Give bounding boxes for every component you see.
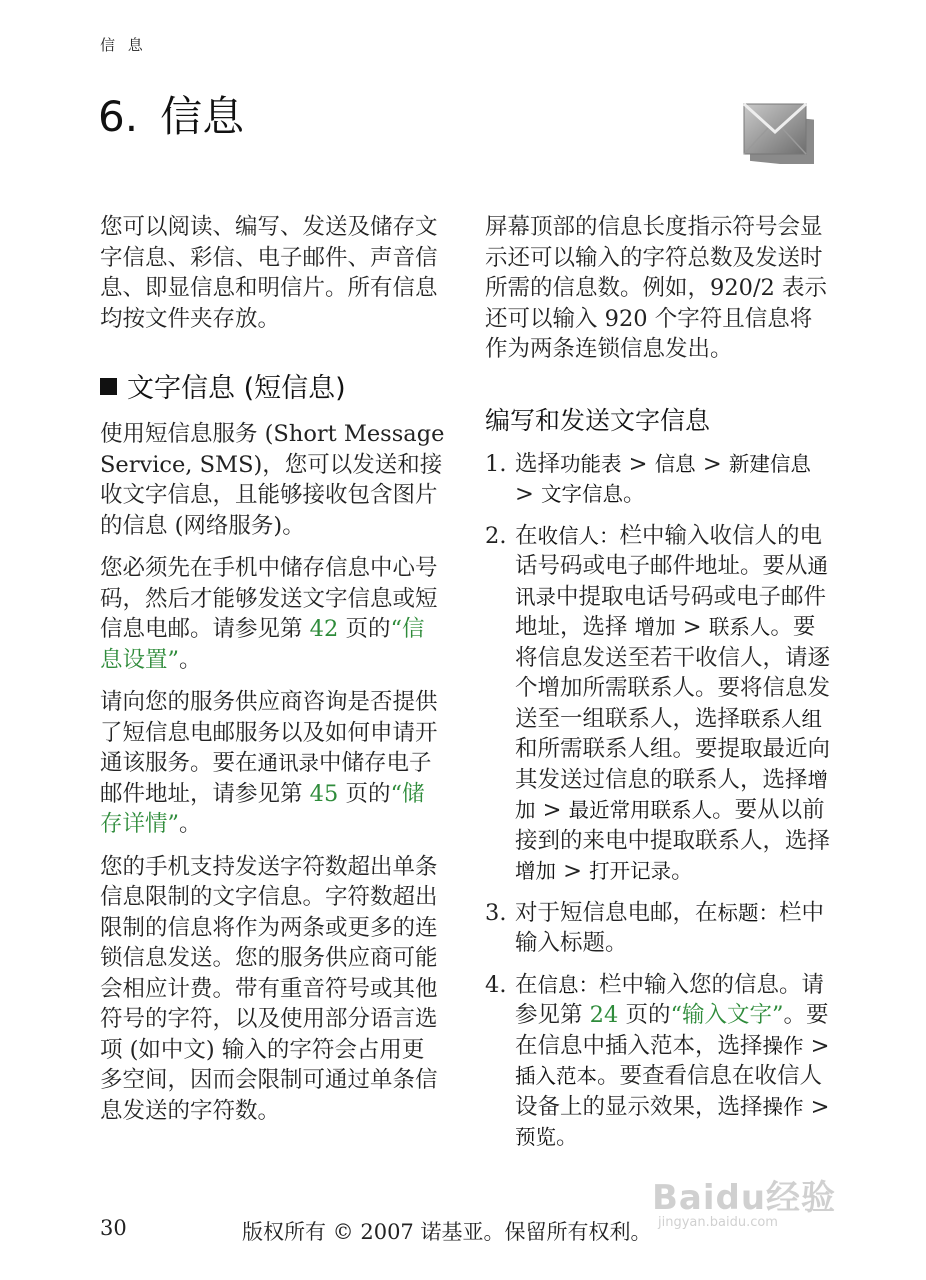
term-text-message: 文字信息: [541, 482, 624, 506]
term-add: 增加: [515, 767, 829, 822]
text-run: 中储存电子邮件地址，请参见第: [100, 750, 432, 807]
text-run: 栏中输入收信人的电话号码或电子邮件地址。要从: [515, 522, 823, 579]
concatenated-message-paragraph: 您的手机支持发送字符数超出单条信息限制的文字信息。字符数超出限制的信息将作为两条或更多的连锁信息发送。您的服务供应商可能会相应计费。带有重音符号或其他符号的字符，以及使用部分语言选项 (如中文) 输入的字符会占用更多空间，因而会限制可通过单条信息发送的字符数。: [100, 853, 438, 1124]
right-column: [485, 212, 830, 1164]
section-title-text: 文字信息 (短信息): [127, 373, 346, 404]
text-run: >: [515, 481, 542, 507]
term-insert-template: 插入范本: [515, 1064, 597, 1088]
term-new-message: 新建信息: [728, 451, 811, 476]
step-number: 3.: [485, 899, 507, 926]
list-item: [485, 970, 830, 1153]
email-service-paragraph: [100, 687, 446, 840]
page-link[interactable]: 24: [589, 1002, 619, 1028]
term-messages: 信息: [654, 451, 696, 476]
page-link[interactable]: 42: [309, 616, 339, 642]
term-contact-group: 联系人组: [740, 706, 823, 731]
term-contacts: 通讯录: [515, 554, 829, 609]
list-item: [485, 898, 830, 959]
term-add: 增加: [634, 615, 676, 639]
step-number: 4.: [485, 971, 507, 998]
text-run: 您必须先在手机中储存信息中心号码，然后才能够发送文字信息或短信息电邮。请参见第: [100, 555, 438, 642]
term-contact: 联系人: [708, 615, 771, 639]
subsection-title: 编写和发送文字信息: [485, 405, 711, 435]
text-run: 。: [556, 1124, 579, 1150]
message-center-paragraph: [100, 553, 446, 675]
text-run: >: [556, 858, 590, 884]
input-text-link[interactable]: “输入文字”: [670, 1002, 784, 1028]
running-head: 信 息: [100, 36, 147, 54]
text-run: 。: [179, 811, 202, 837]
watermark: [652, 1170, 836, 1230]
text-run: >: [803, 1032, 830, 1059]
text-run: >: [535, 797, 569, 823]
text-run: 页的: [618, 1002, 671, 1028]
text-run: 请向您的服务供应商咨询是否提供了短信息电邮服务以及如何申请开通该服务。要在: [100, 689, 438, 776]
text-run: 页的: [338, 780, 391, 807]
chapter-number: 6.: [98, 92, 139, 141]
watermark-url: jingyan.baidu.com: [658, 1215, 778, 1230]
chapter-title: [98, 84, 244, 144]
term-contacts: 通讯录: [257, 751, 320, 775]
step-number: 2.: [485, 522, 507, 549]
text-run: 页的: [338, 616, 391, 642]
text-run: 栏中输入您的信息。请参见第: [515, 971, 825, 1028]
page-link[interactable]: 45: [309, 780, 339, 807]
term-options: 操作: [762, 1094, 804, 1119]
term-add: 增加: [515, 859, 556, 883]
text-run: 。: [671, 858, 694, 884]
message-settings-link[interactable]: “信息设置”: [100, 616, 425, 673]
text-run: >: [695, 450, 729, 477]
text-run: 。要查看信息在收信人设备上的显示效果，选择: [515, 1063, 823, 1120]
term-subject: 标题：: [717, 900, 780, 925]
text-run: 选择: [515, 450, 561, 477]
watermark-brand: Baidu经验: [652, 1178, 837, 1218]
text-run: 。要将信息发送至若干收信人，请逐个增加所需联系人。要将信息发送至一组联系人，选择: [515, 614, 831, 732]
chapter-title-text: 信息: [160, 92, 245, 141]
text-run: >: [675, 614, 709, 640]
text-run: 栏中输入标题。: [515, 899, 825, 956]
left-column: [100, 212, 446, 1138]
step-number: 1.: [485, 450, 507, 477]
text-run: 在: [515, 522, 538, 549]
list-item: [485, 449, 830, 510]
term-open-log: 打开记录: [589, 859, 672, 883]
list-item: [485, 521, 830, 887]
steps-list: [485, 449, 830, 1153]
text-run: 。: [179, 646, 202, 673]
text-run: 和所需联系人组。要提取最近向其发送过信息的联系人，选择: [515, 736, 831, 793]
term-options: 操作: [762, 1033, 804, 1058]
term-preview: 预览: [515, 1125, 556, 1149]
term-menu: 功能表: [560, 451, 622, 476]
text-run: 中提取电话号码或电子邮件地址，选择: [515, 583, 827, 640]
length-indicator-paragraph: 屏幕顶部的信息长度指示符号会显示还可以输入的字符总数及发送时所需的信息数。例如，920/2 表示还可以输入 920 个字符且信息将作为两条连锁信息发出。: [485, 214, 827, 362]
intro-paragraph: 您可以阅读、编写、发送及储存文字信息、彩信、电子邮件、声音信息、即显信息和明信片。所有信息均按文件夹存放。: [100, 214, 438, 332]
text-run: 。要在信息中插入范本，选择: [515, 1002, 829, 1059]
text-run: 。: [623, 481, 646, 507]
sms-paragraph: 使用短信息服务 (Short Message Service, SMS)，您可以发送和接收文字信息，且能够接收包含图片的信息 (网络服务)。: [100, 421, 445, 539]
text-run: 对于短信息电邮，在: [515, 899, 718, 926]
text-run: 在: [515, 971, 538, 998]
page-number: 30: [100, 1216, 127, 1240]
term-recipient: 收信人：: [537, 523, 620, 548]
text-run: >: [621, 450, 655, 477]
copyright: 版权所有 © 2007 诺基亚。保留所有权利。: [242, 1220, 652, 1244]
term-recent-contacts: 最近常用联系人: [568, 798, 713, 822]
section-title: [100, 366, 446, 405]
term-message: 信息：: [537, 972, 600, 997]
save-details-link[interactable]: “储存详情”: [100, 780, 425, 837]
text-run: 。要从以前接到的来电中提取联系人，选择: [515, 797, 831, 854]
envelope-icon: [742, 98, 816, 164]
text-run: >: [803, 1093, 830, 1120]
square-bullet-icon: [100, 378, 117, 395]
